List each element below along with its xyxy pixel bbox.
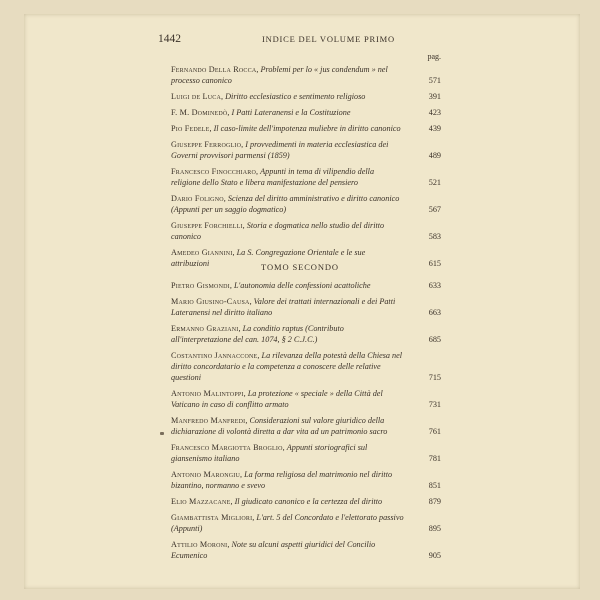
entry-separator: , — [257, 351, 262, 360]
entry-title: Scienza del diritto amministrativo e diritto canonico (Appunti per un saggio dogmatico) — [171, 194, 400, 214]
toc-entry — [171, 166, 441, 188]
entry-separator: , — [256, 167, 261, 176]
toc-entry — [171, 469, 441, 491]
entry-author: Francesco Margiotta Broglio — [171, 443, 283, 452]
entry-separator: , — [242, 221, 247, 230]
entry-title: Il caso-limite dell'impotenza muliebre in diritto canonico — [213, 124, 401, 133]
entry-page: 633 — [428, 281, 441, 290]
entry-author: F. M. Dominedò — [171, 108, 228, 117]
entry-page: 731 — [428, 400, 441, 409]
entry-author: Elio Mazzacane — [171, 497, 231, 506]
toc-entry — [171, 350, 441, 383]
entry-author: Giambattista Migliori — [171, 513, 253, 522]
entry-page: 423 — [428, 108, 441, 117]
entry-title: La protezione « speciale » della Città del Vaticano in caso di conflitto armato — [171, 389, 383, 409]
toc-entry — [171, 442, 441, 464]
entry-separator: , — [252, 513, 257, 522]
entry-separator: , — [227, 108, 232, 117]
entry-title: L'art. 5 del Concordato e l'elettorato passivo (Appunti) — [171, 513, 404, 533]
entry-author: Francesco Finocchiaro — [171, 167, 257, 176]
entry-page: 715 — [428, 373, 441, 382]
entry-author: Mario Giusino-Causa — [171, 297, 250, 306]
entry-title: Diritto ecclesiastico e sentimento religioso — [225, 92, 366, 101]
pag-label: pag. — [427, 52, 441, 61]
entry-page: 895 — [428, 524, 441, 533]
entry-title: La conditio raptus (Contributo all'interpretazione del can. 1074, § 2 C.J.C.) — [171, 324, 344, 344]
entry-title: Appunti in tema di vilipendio della religione dello Stato e libera manifestazione del pensiero — [171, 167, 375, 187]
toc-entry — [171, 496, 441, 507]
entry-title: Il giudicato canonico e la certezza del diritto — [234, 497, 383, 506]
toc-entry — [171, 91, 441, 102]
entry-title: I Patti Lateranensi e la Costituzione — [231, 108, 351, 117]
entry-separator: , — [209, 124, 214, 133]
entry-separator: , — [238, 324, 243, 333]
entry-page: 663 — [428, 308, 441, 317]
entry-author: Ermanno Graziani — [171, 324, 239, 333]
entry-page: 521 — [428, 178, 441, 187]
entry-title: Considerazioni sul valore giuridico della dichiarazione di volontà diretta a dar vita ad un patrimonio sacro — [171, 416, 388, 436]
entry-author: Fernando Della Rocca — [171, 65, 257, 74]
toc-list-volume-one — [171, 64, 441, 274]
entry-separator: , — [241, 140, 246, 149]
entry-separator: , — [243, 389, 248, 398]
toc-entry — [171, 388, 441, 410]
toc-entry — [171, 296, 441, 318]
entry-title: La rilevanza della potestà della Chiesa nel diritto concordatario e la competenza a conoscere delle relative questioni — [171, 351, 403, 382]
entry-title: La forma religiosa del matrimonio nel diritto bizantino, normanno e svevo — [171, 470, 393, 490]
entry-author: Giuseppe Ferroglio — [171, 140, 242, 149]
entry-page: 879 — [428, 497, 441, 506]
toc-entry — [171, 539, 441, 561]
entry-separator: , — [229, 281, 234, 290]
toc-entry — [171, 123, 441, 134]
entry-page: 489 — [428, 151, 441, 160]
entry-author: Antonio Malintoppi — [171, 389, 244, 398]
toc-entry — [171, 193, 441, 215]
entry-page: 685 — [428, 335, 441, 344]
entry-page: 905 — [428, 551, 441, 560]
entry-page: 615 — [428, 259, 441, 268]
toc-entry — [171, 64, 441, 86]
entry-page: 571 — [428, 76, 441, 85]
page-title: INDICE DEL VOLUME PRIMO — [262, 34, 395, 44]
toc-entry — [171, 512, 441, 534]
entry-title: I provvedimenti in materia ecclesiastica dei Governi provvisori parmensi (1859) — [171, 140, 389, 160]
entry-separator: , — [227, 540, 232, 549]
entry-author: Pio Fedele — [171, 124, 210, 133]
entry-page: 583 — [428, 232, 441, 241]
entry-author: Antonio Marongiu — [171, 470, 240, 479]
entry-separator: , — [240, 470, 245, 479]
entry-title: Appunti storiografici sul giansenismo italiano — [171, 443, 368, 463]
entry-separator: , — [282, 443, 287, 452]
entry-author: Manfredo Manfredi — [171, 416, 246, 425]
entry-title: La S. Congregazione Orientale e le sue attribuzioni — [171, 248, 366, 268]
entry-title: Storia e dogmatica nello studio del diritto canonico — [171, 221, 385, 241]
section-title: TOMO SECONDO — [261, 262, 339, 272]
entry-separator: , — [256, 65, 261, 74]
toc-entry — [171, 415, 441, 437]
toc-entry — [171, 220, 441, 242]
entry-title: Problemi per lo « jus condendum » nel processo canonico — [171, 65, 388, 85]
toc-entry — [171, 323, 441, 345]
entry-separator: , — [223, 194, 228, 203]
entry-author: Pietro Gismondi — [171, 281, 230, 290]
entry-separator: , — [230, 497, 235, 506]
entry-author: Luigi de Luca — [171, 92, 222, 101]
entry-page: 761 — [428, 427, 441, 436]
entry-separator: , — [245, 416, 250, 425]
toc-list-tomo-secondo — [171, 280, 441, 566]
entry-page: 567 — [428, 205, 441, 214]
entry-author: Dario Foligno — [171, 194, 224, 203]
entry-title: L'autonomia delle confessioni acattoliche — [233, 281, 371, 290]
page-number: 1442 — [158, 33, 181, 45]
entry-title: Note su alcuni aspetti giuridici del Concilio Ecumenico — [171, 540, 376, 560]
entry-page: 391 — [428, 92, 441, 101]
entry-separator: , — [249, 297, 254, 306]
running-header — [158, 33, 458, 49]
toc-entry — [171, 139, 441, 161]
toc-entry — [171, 280, 441, 291]
entry-author: Costantino Jannaccone — [171, 351, 258, 360]
entry-title: Valore dei trattati internazionali e dei Patti Lateranensi nel diritto italiano — [171, 297, 396, 317]
entry-author: Attilio Moroni — [171, 540, 228, 549]
entry-author: Amedeo Giannini — [171, 248, 233, 257]
entry-page: 851 — [428, 481, 441, 490]
entry-page: 781 — [428, 454, 441, 463]
entry-author: Giuseppe Forchielli — [171, 221, 243, 230]
entry-separator: , — [221, 92, 226, 101]
margin-mark — [160, 432, 164, 435]
entry-separator: , — [232, 248, 237, 257]
toc-entry — [171, 107, 441, 118]
entry-page: 439 — [428, 124, 441, 133]
